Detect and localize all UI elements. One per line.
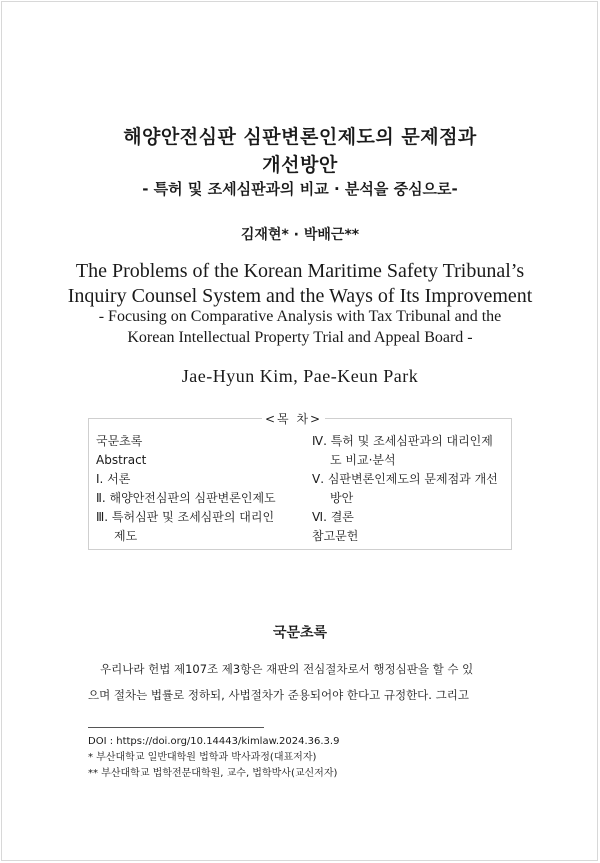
toc-heading: <목 차>: [262, 410, 325, 427]
footnote-first-author: * 부산대학교 일반대학원 법학과 박사과정(대표저자): [88, 752, 317, 763]
doi-link[interactable]: DOI : https://doi.org/10.14443/kimlaw.2024.36.3.9: [88, 736, 340, 747]
toc-right-column: [312, 432, 498, 546]
abstract-heading: 국문초록: [272, 625, 328, 641]
toc-item[interactable]: Ⅴ. 심판변론인제도의 문제점과 개선: [312, 472, 498, 486]
subtitle-kr: - 특허 및 조세심판과의 비교 · 분석을 중심으로-: [142, 180, 458, 198]
toc-item-continuation[interactable]: 방안: [330, 491, 354, 505]
title-en-line1: The Problems of the Korean Maritime Safety Tribunal’s: [75, 260, 525, 282]
title-kr-line1: 해양안전심판 심판변론인제도의 문제점과: [123, 126, 477, 148]
toc-item[interactable]: Ⅰ. 서론: [96, 472, 131, 486]
subtitle-en-line1: - Focusing on Comparative Analysis with Tax Tribunal and the: [98, 308, 502, 325]
toc-item[interactable]: Abstract: [96, 453, 147, 467]
toc-item-continuation[interactable]: 도 비교·분석: [330, 453, 396, 467]
title-en-line2: Inquiry Counsel System and the Ways of Its Improvement: [67, 285, 533, 307]
toc-left-column: [96, 432, 276, 546]
toc-item[interactable]: Ⅱ. 해양안전심판의 심판변론인제도: [96, 491, 276, 505]
toc-item[interactable]: Ⅵ. 결론: [312, 510, 354, 524]
footnote-divider: [88, 727, 264, 728]
body-line: 우리나라 헌법 제107조 제3항은 재판의 전심절차로서 행정심판을 할 수 있: [100, 662, 474, 676]
footnotes: [88, 734, 339, 782]
toc-item[interactable]: Ⅳ. 특허 및 조세심판과의 대리인제: [312, 434, 493, 448]
authors-kr: 김재현* · 박배근**: [240, 227, 360, 243]
title-kr-line2: 개선방안: [262, 154, 338, 176]
toc-item[interactable]: Ⅲ. 특허심판 및 조세심판의 대리인: [96, 510, 275, 524]
subtitle-en-line2: Korean Intellectual Property Trial and Appeal Board -: [127, 329, 473, 346]
toc-item[interactable]: 국문초록: [96, 434, 143, 448]
abstract-body: [88, 656, 512, 708]
toc-item[interactable]: 참고문헌: [312, 529, 359, 543]
body-line: 으며 절차는 법률로 정하되, 사법절차가 준용되어야 한다고 규정한다. 그리고: [88, 688, 469, 702]
authors-en: Jae-Hyun Kim, Pae-Keun Park: [181, 366, 419, 386]
footnote-corresponding-author: ** 부산대학교 법학전문대학원, 교수, 법학박사(교신저자): [88, 768, 338, 779]
toc-item-continuation[interactable]: 제도: [114, 529, 138, 543]
